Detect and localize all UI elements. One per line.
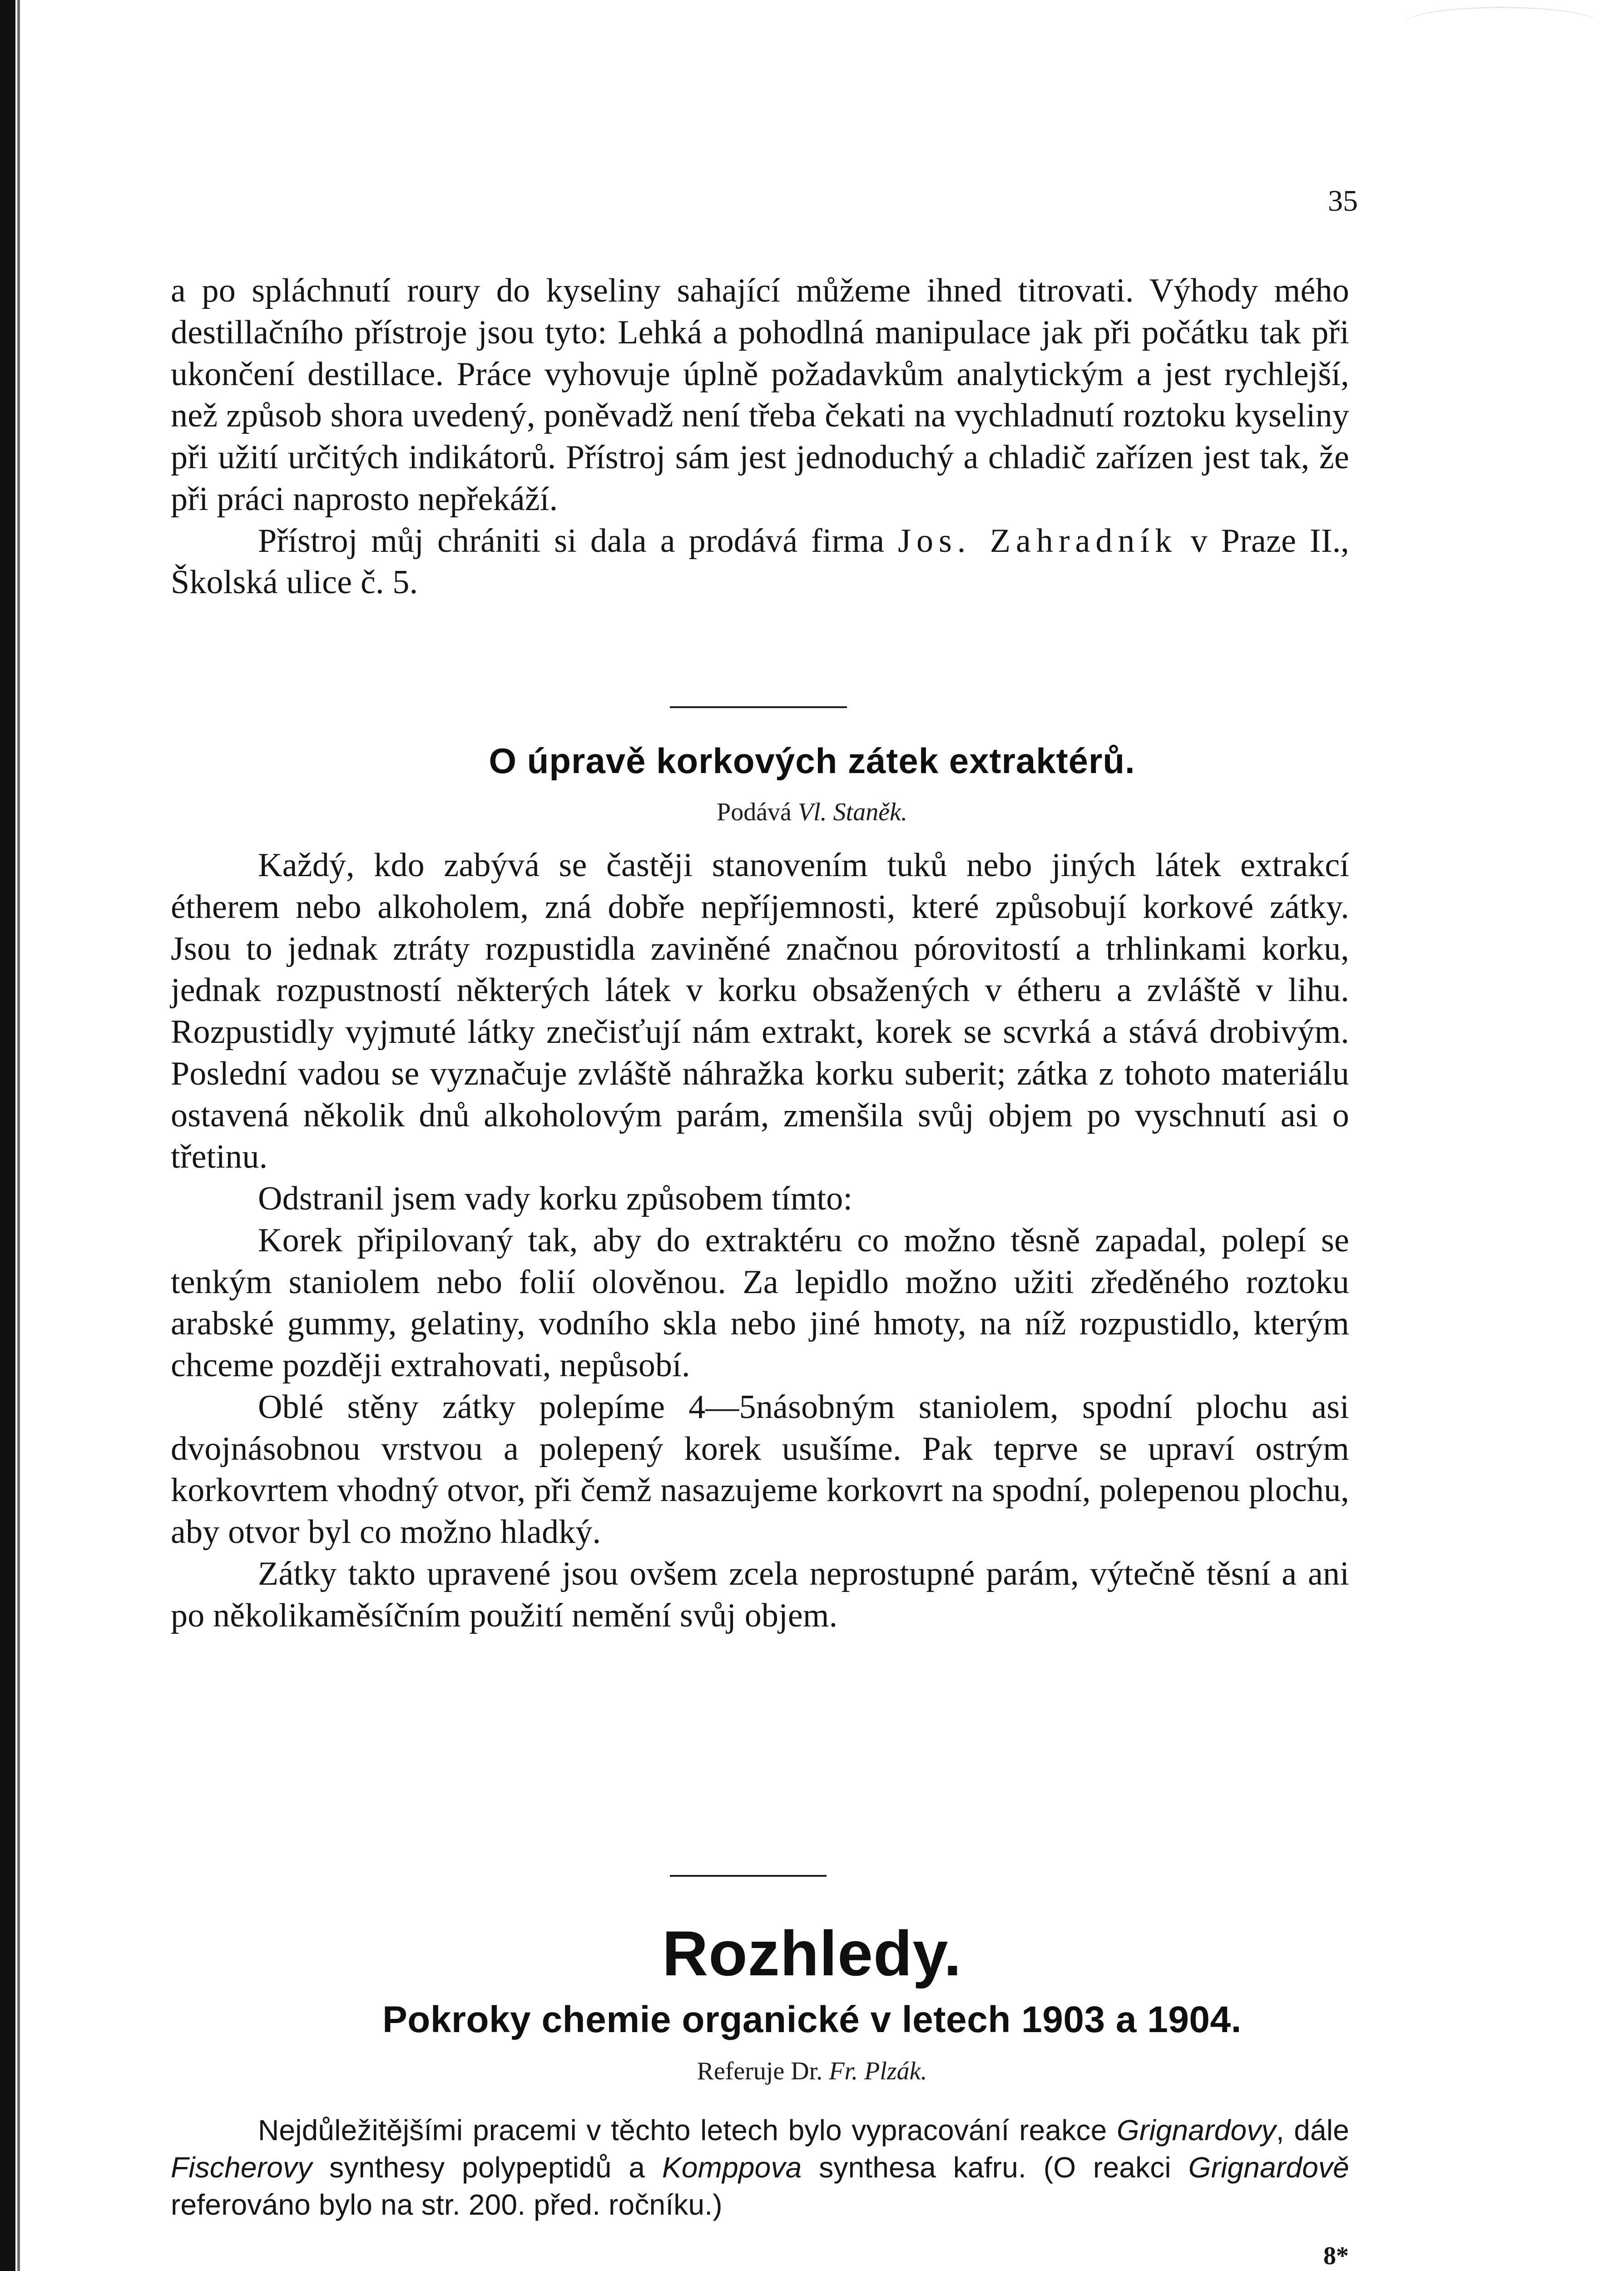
name-italic: Komppova	[662, 2151, 802, 2184]
continued-paragraph: a po spláchnutí roury do kyseliny sahající můžeme ihned titrovati. Výhody mého destillačního přístroje jsou tyto: Lehká a pohodlná manipulace jak při počátku tak při ukončení destillace. Práce vyhovuje úplně požadavkům analytickým a jest rychlejší, než způsob shora uvedený, poněvadž není třeba čekati na vychladnutí roztoku kyseliny při užití určitých indikátorů. Přístroj sám jest jednoduchý a chladič zařízen jest tak, že při práci naprosto nepřekáží.	[171, 272, 1349, 518]
text-run: , dále	[1276, 2114, 1350, 2147]
review-body	[171, 2112, 1349, 2224]
name-italic: Grignardově	[1188, 2151, 1349, 2184]
article-body	[171, 845, 1349, 1636]
continued-text-block	[171, 270, 1349, 604]
text-run: Nejdůležitějšími pracemi v těchto letech bylo vypracování reakce	[258, 2114, 1117, 2147]
section-heading: Rozhledy.	[662, 1918, 962, 1989]
name-italic: Grignardovy	[1116, 2114, 1276, 2147]
signature-mark: 8*	[1323, 2242, 1349, 2270]
article-paragraph: Oblé stěny zátky polepíme 4—5násobným staniolem, spodní plochu asi dvojnásobnou vrstvou a polepený korek usušíme. Pak teprve se upraví ostrým korkovrtem vhodný otvor, při čemž nasazujeme korkovrt na spodní, polepenou plochu, aby otvor byl co možno hladký.	[171, 1388, 1349, 1551]
firm-name: Jos. Zahradník	[898, 522, 1177, 560]
name-italic: Fischerovy	[171, 2151, 312, 2184]
byline-prefix: Referuje Dr.	[697, 2057, 829, 2085]
byline-author: Vl. Staněk.	[797, 798, 907, 826]
article-paragraph: Odstranil jsem vady korku způsobem tímto:	[258, 1180, 853, 1217]
page-number: 35	[1328, 184, 1358, 218]
byline-prefix: Podává	[717, 798, 798, 826]
article-paragraph: Korek připilovaný tak, aby do extraktéru co možno těsně zapadal, polepí se tenkým staniolem nebo folií olověnou. Za lepidlo možno užiti zředěného roztoku arabské gummy, gelatiny, vodního skla nebo jiné hmoty, na níž rozpustidlo, kterým chceme později extrahovati, nepůsobí.	[171, 1221, 1349, 1384]
scan-smudge	[1404, 7, 1599, 40]
text-run: synthesa kafru. (O reakci	[802, 2151, 1188, 2184]
section-divider	[670, 706, 847, 708]
patent-paragraph	[171, 521, 1349, 604]
byline-author: Fr. Plzák.	[829, 2057, 927, 2085]
article-byline	[0, 798, 1624, 827]
article-title: Pokroky chemie organické v letech 1903 a 1904.	[382, 1999, 1242, 2040]
review-paragraph	[171, 2112, 1349, 2224]
article-paragraph: Zátky takto upravené jsou ovšem zcela neprostupné parám, výtečně těsní a ani po několikaměsíčním použití nemění svůj objem.	[171, 1555, 1349, 1634]
text-run: synthesy polypeptidů a	[312, 2151, 662, 2184]
article-paragraph: Každý, kdo zabývá se častěji stanovením tuků nebo jiných látek extrakcí étherem nebo alkoholem, zná dobře nepříjemnosti, které způsobují korkové zátky. Jsou to jednak ztráty rozpustidla zaviněné značnou pórovitostí a trhlinkami korku, jednak rozpustností některých látek v korku obsažených v étheru a zvláště v lihu. Rozpustidly vyjmuté látky znečisťují nám extrakt, korek se scvrká a stává drobivým. Poslední vadou se vyznačuje zvláště náhražka korku suberit; zátka z tohoto materiálu ostavená několik dnů alkoholovým parám, zmenšila svůj objem po vyschnutí asi o třetinu.	[171, 847, 1349, 1176]
text-run: referováno bylo na str. 200. před. ročníku.)	[171, 2188, 723, 2221]
patent-text-end: v Praze II., Školská ulice č. 5.	[171, 522, 1350, 601]
patent-text-start: Přístroj můj chrániti si dala a prodává firma	[258, 522, 898, 560]
section-divider	[670, 1875, 827, 1877]
article-title: O úpravě korkových zátek extraktérů.	[489, 741, 1135, 781]
article-byline	[0, 2057, 1624, 2086]
